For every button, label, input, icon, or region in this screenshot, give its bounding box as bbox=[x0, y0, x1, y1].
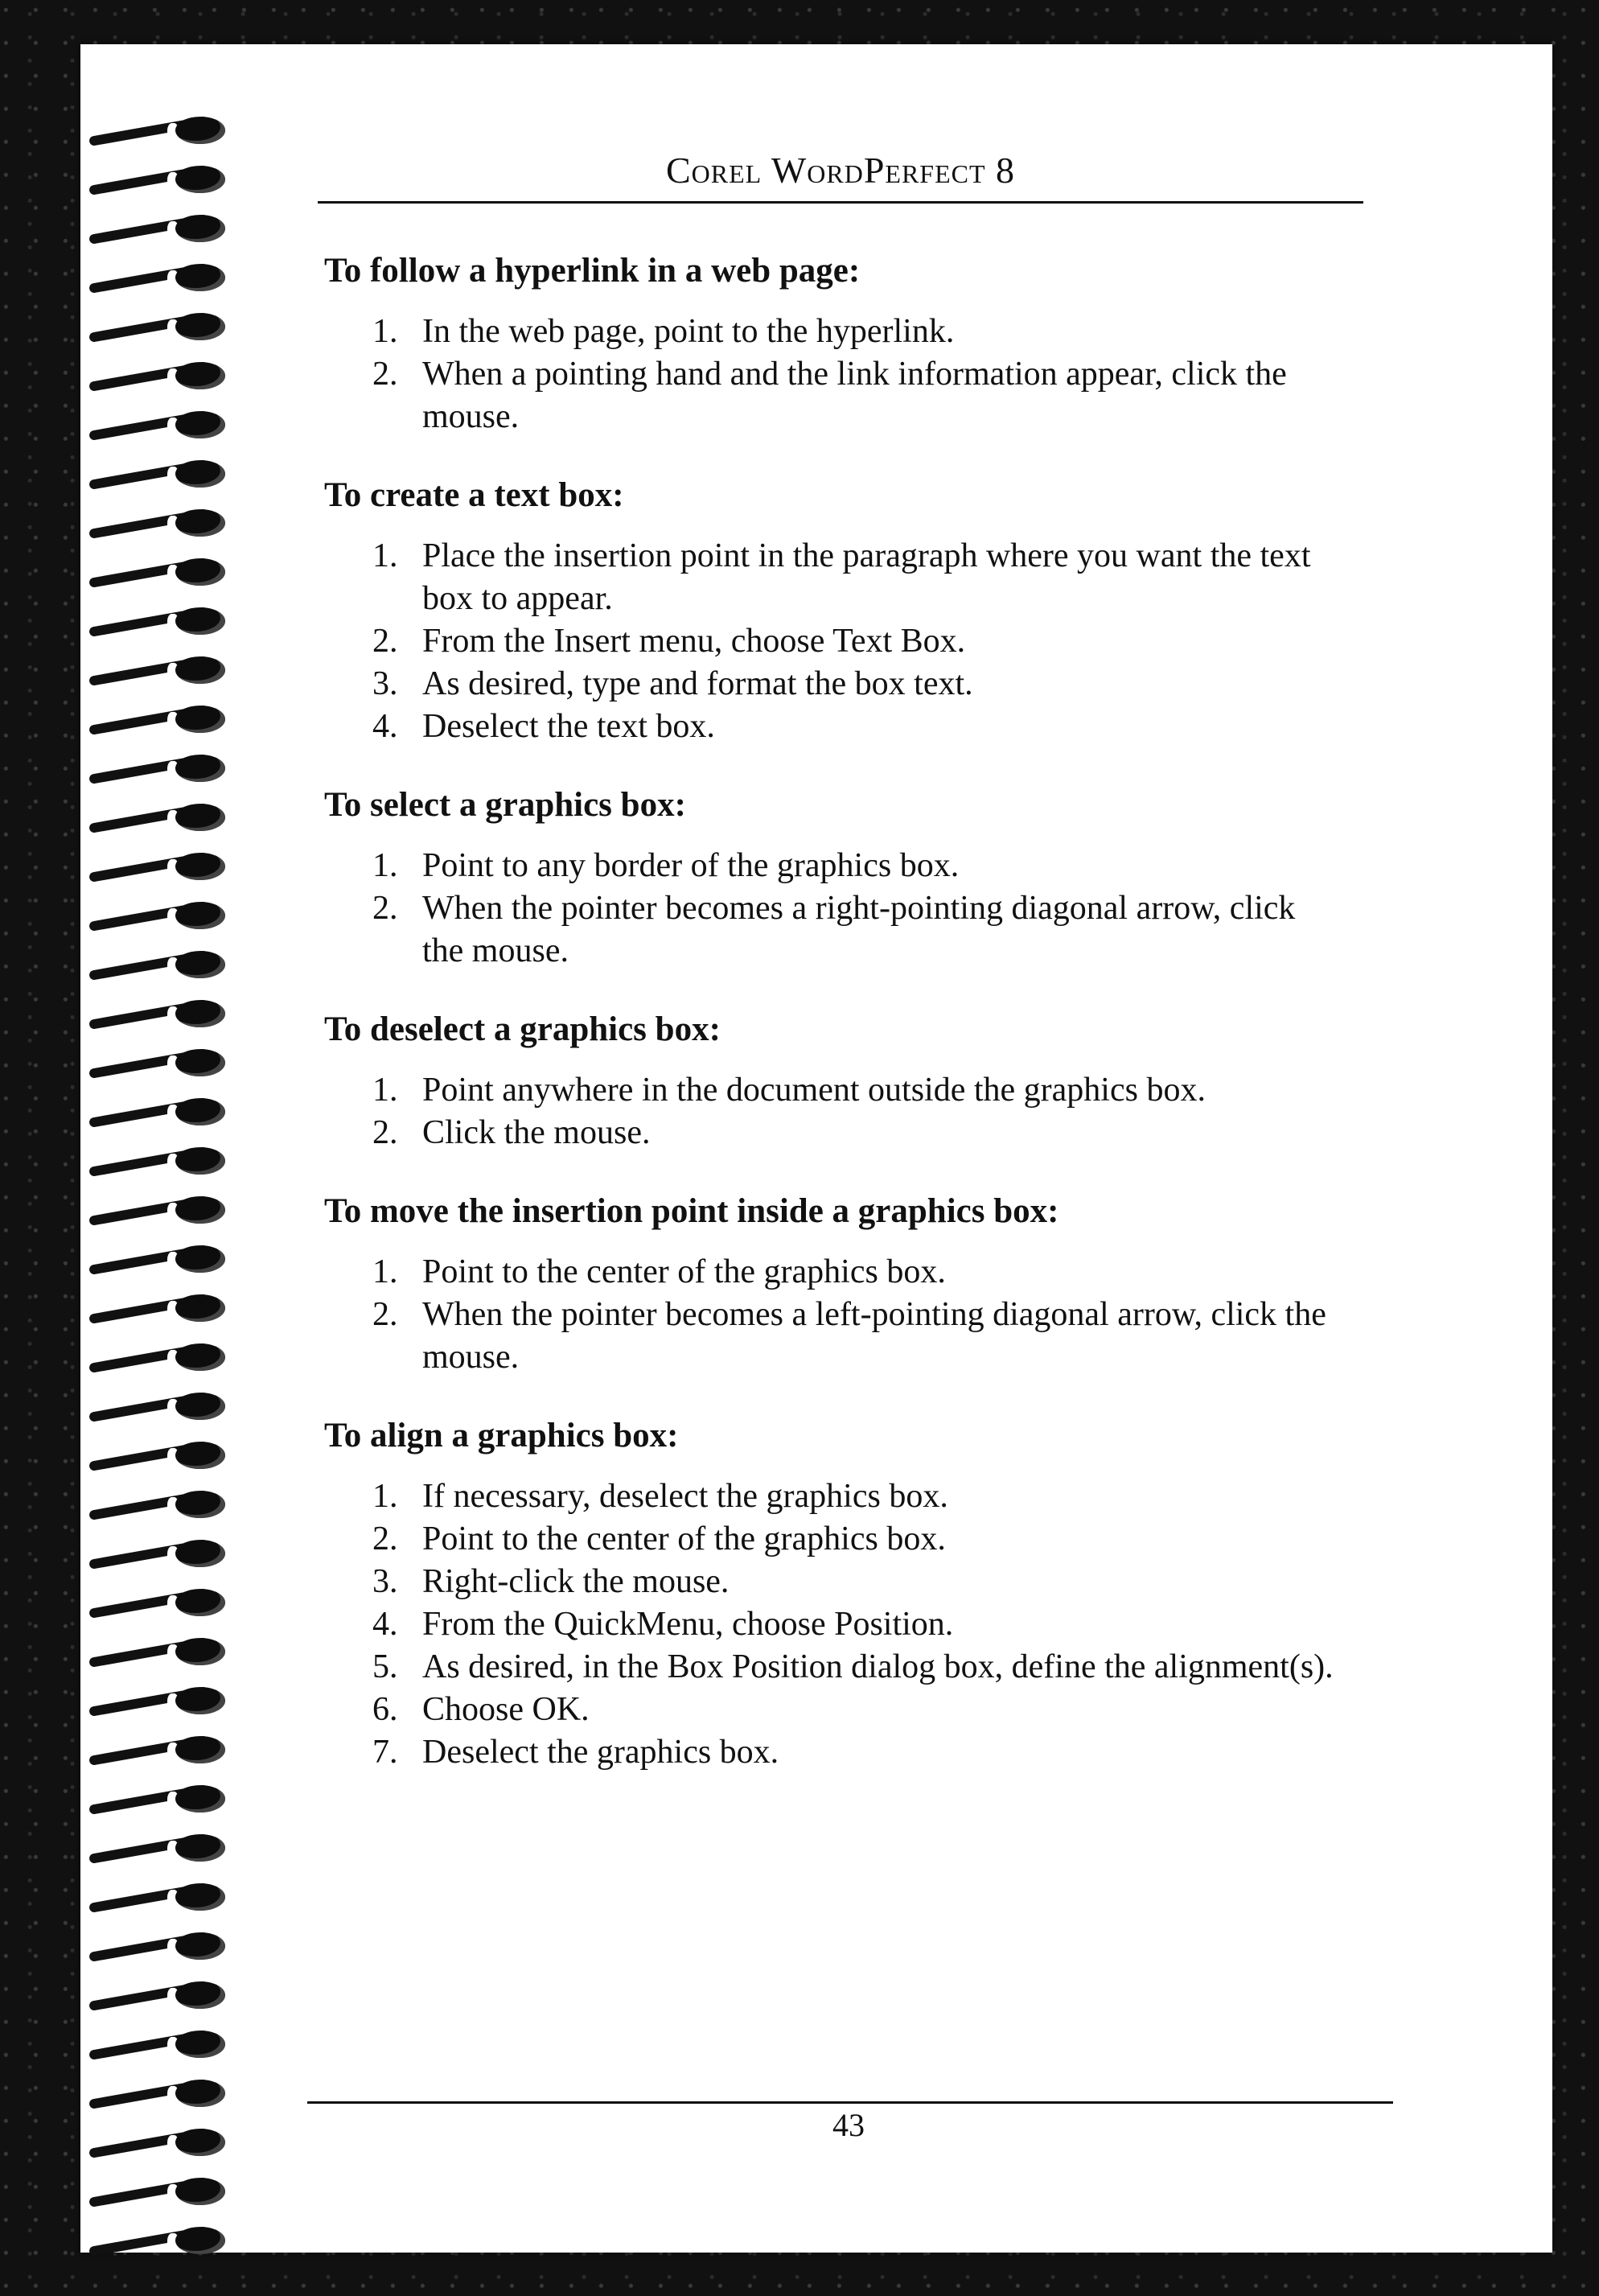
step-number: 5. bbox=[372, 1648, 398, 1685]
step-text: Point to any border of the graphics box. bbox=[422, 847, 960, 884]
step-number: 3. bbox=[372, 1563, 398, 1600]
step-item bbox=[324, 1112, 1370, 1154]
spiral-ring bbox=[88, 607, 225, 636]
step-number: 1. bbox=[372, 1478, 398, 1515]
step-text: Deselect the text box. bbox=[422, 708, 715, 745]
spiral-ring bbox=[88, 755, 225, 784]
step-number: 4. bbox=[372, 708, 398, 745]
step-text: As desired, type and format the box text. bbox=[422, 665, 973, 702]
spiral-ring bbox=[88, 1638, 225, 1667]
spiral-ring bbox=[88, 509, 225, 538]
spiral-ring bbox=[88, 313, 225, 342]
step-number: 1. bbox=[372, 537, 398, 574]
steps-list bbox=[324, 845, 1370, 973]
spiral-ring bbox=[88, 1393, 225, 1422]
spiral-ring bbox=[88, 264, 225, 293]
step-number: 2. bbox=[372, 356, 398, 393]
instruction-section bbox=[324, 1414, 1370, 1774]
step-text: From the QuickMenu, choose Position. bbox=[422, 1606, 954, 1643]
section-heading: To move the insertion point inside a graphics box: bbox=[324, 1192, 1059, 1230]
spiral-ring bbox=[88, 2178, 225, 2207]
step-item bbox=[324, 1646, 1370, 1689]
spiral-ring bbox=[88, 1834, 225, 1863]
step-item bbox=[324, 663, 1370, 706]
step-item bbox=[324, 1475, 1370, 1518]
spiral-ring bbox=[88, 1981, 225, 2010]
step-item bbox=[324, 1069, 1370, 1112]
instruction-section bbox=[324, 1008, 1370, 1154]
step-number: 2. bbox=[372, 1296, 398, 1333]
spiral-ring bbox=[88, 362, 225, 391]
instruction-section bbox=[324, 784, 1370, 973]
page-header-title: Corel WordPerfect 8 bbox=[665, 150, 1016, 191]
instruction-section bbox=[324, 249, 1370, 438]
step-number: 6. bbox=[372, 1691, 398, 1728]
step-item bbox=[324, 887, 1370, 973]
spiral-ring bbox=[88, 166, 225, 195]
step-item bbox=[324, 1561, 1370, 1603]
step-text: Place the insertion point in the paragraph where you want the text box to appear. bbox=[422, 537, 1311, 617]
footer-rule bbox=[307, 2101, 1393, 2104]
step-item bbox=[324, 845, 1370, 887]
spiral-ring bbox=[88, 460, 225, 489]
step-text: Click the mouse. bbox=[422, 1114, 651, 1151]
spiral-ring bbox=[88, 1294, 225, 1323]
spiral-ring bbox=[88, 1785, 225, 1814]
step-number: 4. bbox=[372, 1606, 398, 1643]
spiral-ring bbox=[88, 2129, 225, 2158]
spiral-ring bbox=[88, 1196, 225, 1225]
step-text: Point to the center of the graphics box. bbox=[422, 1253, 946, 1290]
spiral-ring bbox=[88, 853, 225, 882]
spiral-ring bbox=[88, 1343, 225, 1372]
spiral-ring bbox=[88, 117, 225, 146]
spiral-ring bbox=[88, 1442, 225, 1471]
step-text: As desired, in the Box Position dialog box, define the alignment(s). bbox=[422, 1648, 1334, 1685]
step-number: 2. bbox=[372, 1520, 398, 1557]
spiral-ring bbox=[88, 2031, 225, 2059]
step-item bbox=[324, 1294, 1370, 1379]
section-heading: To follow a hyperlink in a web page: bbox=[324, 252, 861, 290]
spiral-ring bbox=[88, 1049, 225, 1078]
instructions-content bbox=[324, 249, 1370, 1809]
instruction-section bbox=[324, 1190, 1370, 1379]
step-item bbox=[324, 353, 1370, 438]
section-heading: To select a graphics box: bbox=[324, 786, 686, 824]
spiral-ring bbox=[88, 951, 225, 980]
step-text: When a pointing hand and the link information appear, click the mouse. bbox=[422, 356, 1287, 435]
step-item bbox=[324, 1251, 1370, 1294]
spiral-ring bbox=[88, 1736, 225, 1765]
step-text: When the pointer becomes a right-pointing diagonal arrow, click the mouse. bbox=[422, 890, 1296, 969]
spiral-ring bbox=[88, 706, 225, 734]
step-number: 1. bbox=[372, 847, 398, 884]
step-text: Right-click the mouse. bbox=[422, 1563, 730, 1600]
step-number: 3. bbox=[372, 665, 398, 702]
step-text: Point anywhere in the document outside the graphics box. bbox=[422, 1072, 1206, 1109]
step-item bbox=[324, 1518, 1370, 1561]
step-text: Choose OK. bbox=[422, 1691, 590, 1728]
section-heading: To align a graphics box: bbox=[324, 1417, 679, 1455]
step-number: 2. bbox=[372, 890, 398, 927]
spiral-ring bbox=[88, 1000, 225, 1029]
spiral-ring bbox=[88, 804, 225, 833]
spiral-ring bbox=[88, 2227, 225, 2256]
spiral-ring bbox=[88, 1245, 225, 1274]
steps-list bbox=[324, 1251, 1370, 1379]
spiral-ring bbox=[88, 2080, 225, 2109]
spiral-ring bbox=[88, 215, 225, 244]
step-item bbox=[324, 706, 1370, 748]
step-number: 7. bbox=[372, 1734, 398, 1771]
page-number: 43 bbox=[832, 2107, 865, 2143]
spiral-ring bbox=[88, 1589, 225, 1618]
step-item bbox=[324, 1731, 1370, 1774]
step-number: 2. bbox=[372, 623, 398, 660]
steps-list bbox=[324, 535, 1370, 748]
spiral-ring bbox=[88, 1098, 225, 1127]
step-item bbox=[324, 311, 1370, 353]
spiral-ring bbox=[88, 411, 225, 440]
steps-list bbox=[324, 311, 1370, 438]
spiral-ring bbox=[88, 1932, 225, 1961]
spiral-ring bbox=[88, 558, 225, 587]
step-text: In the web page, point to the hyperlink. bbox=[422, 313, 955, 350]
spiral-ring bbox=[88, 1883, 225, 1912]
step-text: From the Insert menu, choose Text Box. bbox=[422, 623, 966, 660]
spiral-ring bbox=[88, 1147, 225, 1176]
step-number: 1. bbox=[372, 1072, 398, 1109]
spiral-ring bbox=[88, 1491, 225, 1520]
step-text: Point to the center of the graphics box. bbox=[422, 1520, 946, 1557]
steps-list bbox=[324, 1475, 1370, 1774]
step-item bbox=[324, 620, 1370, 663]
steps-list bbox=[324, 1069, 1370, 1154]
step-number: 1. bbox=[372, 313, 398, 350]
header-rule bbox=[318, 201, 1363, 204]
spiral-ring bbox=[88, 656, 225, 685]
section-heading: To create a text box: bbox=[324, 476, 624, 514]
step-item bbox=[324, 535, 1370, 620]
step-item bbox=[324, 1689, 1370, 1731]
step-text: Deselect the graphics box. bbox=[422, 1734, 779, 1771]
step-text: When the pointer becomes a left-pointing diagonal arrow, click the mouse. bbox=[422, 1296, 1326, 1376]
spiral-ring bbox=[88, 902, 225, 931]
step-number: 1. bbox=[372, 1253, 398, 1290]
spiral-ring bbox=[88, 1540, 225, 1569]
spiral-ring bbox=[88, 1687, 225, 1716]
step-text: If necessary, deselect the graphics box. bbox=[422, 1478, 948, 1515]
instruction-section bbox=[324, 474, 1370, 748]
step-number: 2. bbox=[372, 1114, 398, 1151]
step-item bbox=[324, 1603, 1370, 1646]
section-heading: To deselect a graphics box: bbox=[324, 1010, 721, 1048]
spiral-binding bbox=[80, 117, 233, 2281]
